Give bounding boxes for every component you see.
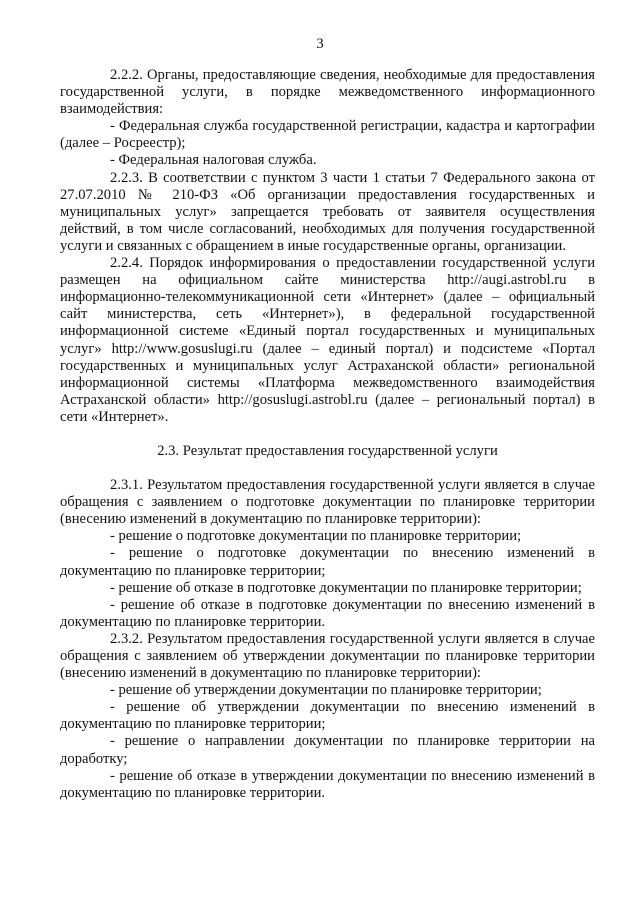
list-item: - решение об отказе в утверждении документации по внесению изменений в документацию по планировке территории. [60, 767, 595, 801]
list-item: - решение о направлении документации по планировке территории на доработку; [60, 733, 595, 767]
document-body [60, 67, 595, 802]
page-number: 3 [316, 36, 324, 52]
list-item: - решение об отказе в подготовке документации по внесению изменений в документацию по планировке территории. [60, 596, 595, 630]
paragraph-2-2-4: 2.2.4. Порядок информирования о предоставлении государственной услуги размещен на официальном сайте министерства http://augi.astrobl.ru в информационно-телекоммуникационной сети «Интернет» (далее – официальный сайт министерства, сеть «Интернет»), в федеральной государственной информационной системе «Единый портал государственных и муниципальных услуг» http://www.gosuslugi.ru (далее – единый портал) и подсистеме «Портал государственных и муниципальных услуг Астраханской области» региональной информационной системы «Платформа межведомственного взаимодействия Астраханской области» http://gosuslugi.astrobl.ru (далее – региональный портал) в сети «Интернет». [60, 255, 595, 425]
paragraph-2-3-1: 2.3.1. Результатом предоставления государственной услуги является в случае обращения с заявлением о подготовке документации по планировке территории (внесению изменений в документацию по планировке территории): [60, 477, 595, 528]
list-item: - решение о подготовке документации по внесению изменений в документацию по планировке территории; [60, 545, 595, 579]
list-item-rosreestr: - Федеральная служба государственной регистрации, кадастра и картографии (далее – Росреестр); [60, 118, 595, 152]
paragraph-2-2-2: 2.2.2. Органы, предоставляющие сведения, необходимые для предоставления государственной услуги, в порядке межведомственного информационного взаимодействия: [60, 67, 595, 118]
list-item: - решение об отказе в подготовке документации по планировке территории; [110, 579, 582, 596]
list-item-tax-service: - Федеральная налоговая служба. [110, 152, 317, 169]
list-item: - решение об утверждении документации по планировке территории; [110, 682, 542, 699]
paragraph-2-2-3: 2.2.3. В соответствии с пунктом 3 части 1 статьи 7 Федерального закона от 27.07.2010 № 210-ФЗ «Об организации предоставления государственных и муниципальных услуг» запрещается требовать от заявителя осуществления действий, в том числе согласований, необходимых для получения государственной услуги и связанных с обращением в иные государственные органы, организации. [60, 169, 595, 254]
section-heading-2-3: 2.3. Результат предоставления государственной услуги [157, 442, 498, 459]
list-item: - решение об утверждении документации по внесению изменений в документацию по планировке территории; [60, 699, 595, 733]
paragraph-2-3-2: 2.3.2. Результатом предоставления государственной услуги является в случае обращения с заявлением об утверждении документации по планировке территории (внесению изменений в документацию по планировке территории): [60, 630, 595, 682]
list-item: - решение о подготовке документации по планировке территории; [110, 528, 522, 545]
